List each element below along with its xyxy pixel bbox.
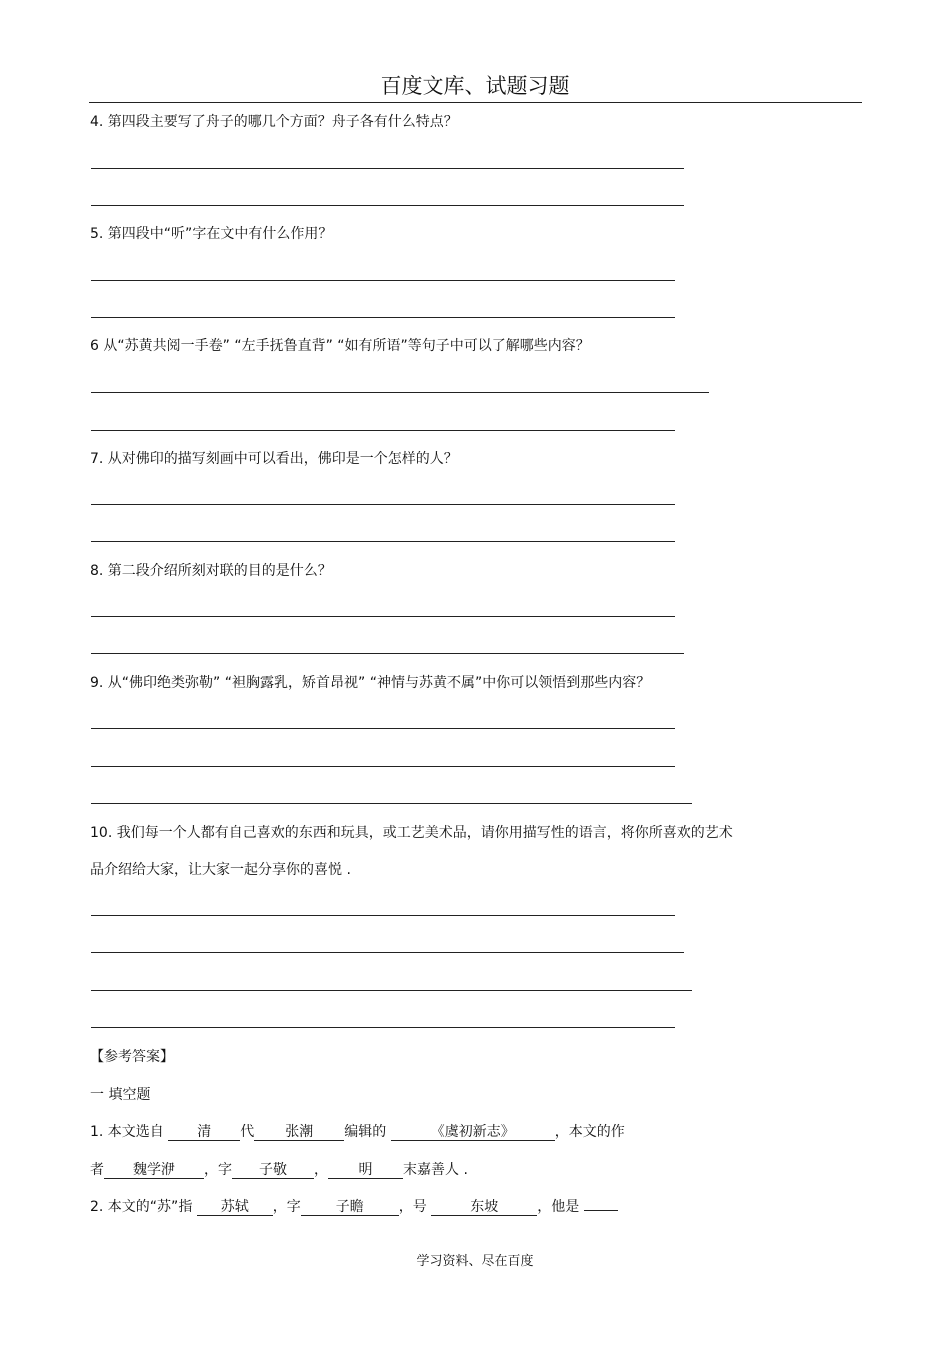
- answer-text: ，字: [204, 1162, 232, 1178]
- question-10-continued: 品介绍给大家，让大家一起分享你的喜悦 .: [90, 862, 351, 878]
- answer-text: ，本文的作: [554, 1124, 625, 1140]
- answers-heading: 【参考答案】: [90, 1049, 174, 1065]
- answer-1-line-continued: [90, 1161, 468, 1179]
- empty-blank: [584, 1210, 618, 1211]
- answer-text: ，: [314, 1162, 328, 1178]
- filled-blank: 明: [328, 1162, 403, 1179]
- answer-line[interactable]: [91, 541, 675, 542]
- answer-line[interactable]: [91, 1027, 675, 1028]
- question-8: 8. 第二段介绍所刻对联的目的是什么？: [90, 563, 332, 579]
- answer-line[interactable]: [91, 990, 692, 991]
- question-7: 7. 从对佛印的描写刻画中可以看出，佛印是一个怎样的人？: [90, 451, 458, 467]
- filled-blank: 东坡: [431, 1199, 537, 1216]
- answer-line[interactable]: [91, 653, 684, 654]
- page-footer: 学习资料、尽在百度: [416, 1254, 534, 1269]
- answer-text: ，字: [272, 1199, 301, 1215]
- answer-line[interactable]: [91, 392, 709, 393]
- filled-blank: 清: [168, 1124, 240, 1141]
- answer-line[interactable]: [91, 728, 675, 729]
- answer-1-line: [90, 1123, 625, 1141]
- answer-line[interactable]: [91, 168, 684, 169]
- page-header-title: 百度文库、试题习题: [380, 74, 570, 98]
- filled-blank: 张潮: [254, 1124, 344, 1141]
- answer-text: ，号: [398, 1199, 427, 1215]
- answer-line[interactable]: [91, 205, 684, 206]
- header-divider: [89, 102, 862, 103]
- answer-text: 2. 本文的“苏”指: [90, 1199, 193, 1215]
- answer-line[interactable]: [91, 952, 684, 953]
- filled-blank: 《虞初新志》: [391, 1124, 555, 1141]
- answer-line[interactable]: [91, 430, 675, 431]
- answer-text: ，他是: [537, 1199, 580, 1215]
- answer-2-line: [90, 1198, 618, 1216]
- question-6: 6 从“苏黄共阅一手卷” “左手抚鲁直背” “如有所语”等句子中可以了解哪些内容？: [90, 338, 590, 354]
- question-10: 10. 我们每一个人都有自己喜欢的东西和玩具，或工艺美术品，请你用描写性的语言，将你所喜欢的艺术: [90, 825, 733, 841]
- filled-blank: 子敬: [232, 1162, 314, 1179]
- answer-line[interactable]: [91, 317, 675, 318]
- filled-blank: 子瞻: [301, 1199, 399, 1216]
- question-4: 4. 第四段主要写了舟子的哪几个方面？舟子各有什么特点？: [90, 114, 458, 130]
- answer-line[interactable]: [91, 915, 675, 916]
- answer-line[interactable]: [91, 616, 675, 617]
- answers-section-title: 一 填空题: [90, 1087, 151, 1103]
- answer-text: 编辑的: [344, 1124, 387, 1140]
- answer-text: 1. 本文选自: [90, 1124, 164, 1140]
- question-9: 9. 从“佛印绝类弥勒” “袒胸露乳，矫首昂视” “神情与苏黄不属”中你可以领悟到那些内容？: [90, 675, 651, 691]
- answer-line[interactable]: [91, 280, 675, 281]
- answer-line[interactable]: [91, 504, 675, 505]
- answer-text: 代: [240, 1124, 255, 1140]
- answer-text: 末嘉善人 .: [403, 1162, 468, 1178]
- question-5: 5. 第四段中“听”字在文中有什么作用？: [90, 226, 333, 242]
- filled-blank: 魏学洢: [104, 1162, 204, 1179]
- filled-blank: 苏轼: [197, 1199, 273, 1216]
- answer-line[interactable]: [91, 803, 692, 804]
- answer-text: 者: [90, 1162, 104, 1178]
- answer-line[interactable]: [91, 766, 675, 767]
